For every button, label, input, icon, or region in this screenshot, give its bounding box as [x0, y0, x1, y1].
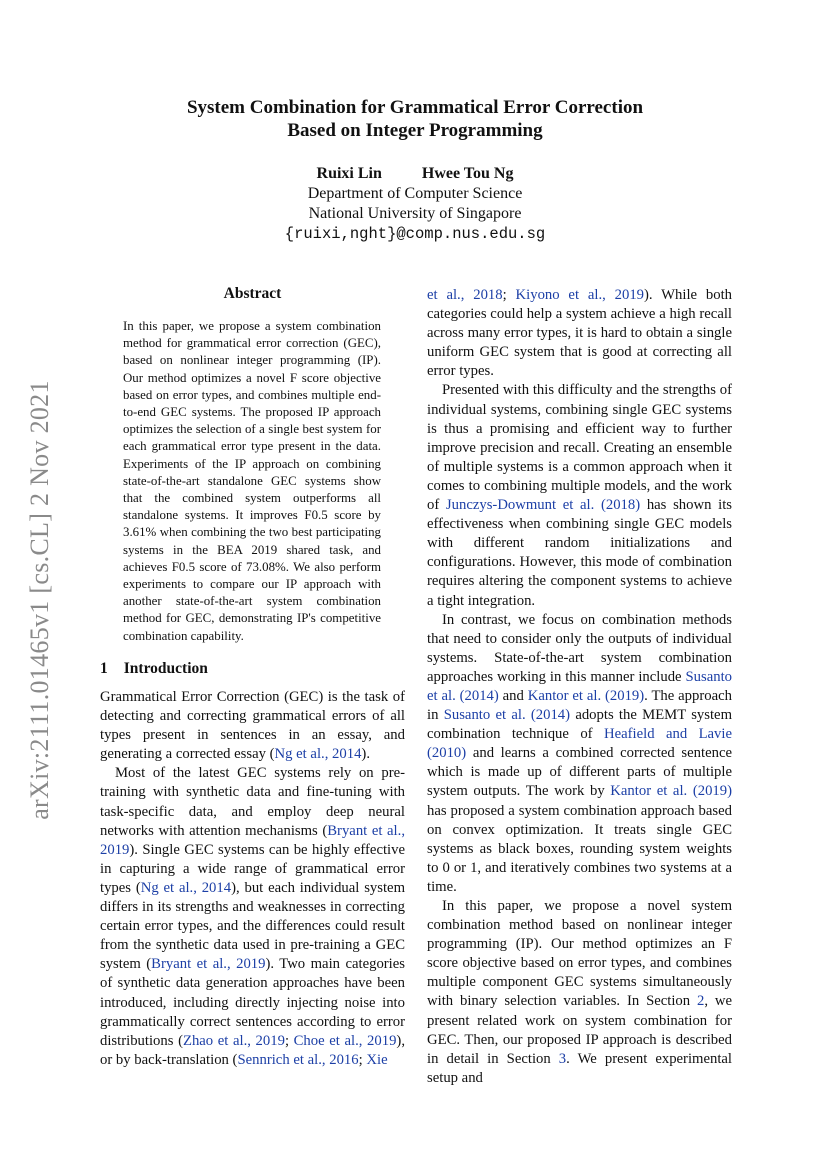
abstract-body [123, 318, 381, 645]
citation-link[interactable]: Heafield and Lavie (2010) [427, 726, 732, 762]
citation-link[interactable]: Bryant et al., 2019 [151, 956, 266, 973]
right-paragraph-4: In this paper, we propose a novel system combination method based on nonlinear integer programming (IP). Our method optimizes an F score objective based on error types, and combines multiple component GEC systems simultaneously with binary selection variables. In Section 2, we present related work on system combination for GEC. Then, our proposed IP approach is described in detail in Section 3. We present experimental setup and [427, 898, 732, 1086]
arxiv-identifier-text: arXiv:2111.01465v1 [cs.CL] 2 Nov 2021 [25, 380, 54, 820]
paper-title-line-2: Based on Integer Programming [287, 120, 543, 141]
citation-link[interactable]: Susanto et al. (2014) [443, 707, 571, 724]
right-paragraph-3: In contrast, we focus on combination methods that need to consider only the outputs of individual systems. State-of-the-art system combination approaches working in this manner include Susanto et al. (2014) and Kantor et al. (2019). The approach in Susanto et al. (2014) adopts the MEMT system combination technique of Heafield and Lavie (2010) and learns a combined corrected sentence which is made up of different parts of multiple system outputs. The work by Kantor et al. (2019) has proposed a system combination approach based on convex optimization. It treats single GEC systems as black boxes, rounding system weights to 0 or 1, and iteratively combines two systems at a time. [427, 611, 732, 895]
intro-paragraph-2: Most of the latest GEC systems rely on pre-training with synthetic data and fine-tuning with task-specific data, and employ deep neural networks with attention mechanisms (Bryant et al., 2019). Single GEC systems can be highly effective in capturing a wide range of grammatical error types (Ng et al., 2014), but each individual system differs in its strengths and weaknesses in correcting certain error types, and the differences could result from the synthetic data used in pre-training a GEC system (Bryant et al., 2019). Two main categories of synthetic data generation approaches have been introduced, including directly injecting noise into grammatically correct sentences according to error distributions (Zhao et al., 2019; Choe et al., 2019), or by back-translation (Sennrich et al., 2016; Xie [100, 765, 405, 1068]
abstract-heading: Abstract [223, 285, 282, 302]
right-paragraph-1: et al., 2018; Kiyono et al., 2019). While both categories could help a system achieve a high recall across many error types, it is hard to obtain a single uniform GEC system that is good at correcting all error types. [427, 287, 733, 380]
citation-link[interactable]: Ng et al., 2014 [274, 746, 362, 763]
arxiv-identifier [20, 365, 60, 835]
section-number: 1 [100, 660, 108, 677]
paper-title [100, 96, 730, 142]
paper-title-line-1: System Combination for Grammatical Error Correction [186, 97, 644, 118]
author-block [100, 164, 730, 244]
right-column [427, 286, 732, 1088]
citation-link[interactable]: Bryant et al., 2019 [100, 822, 405, 858]
citation-link[interactable]: Susanto et al. (2014) [427, 668, 732, 704]
section-ref-link[interactable]: 3 [558, 1050, 567, 1067]
citation-link[interactable]: Xie [366, 1051, 388, 1068]
intro-paragraph-1: Grammatical Error Correction (GEC) is the task of detecting and correcting grammatical errors of all types present in sentences in an essay, and generating a corrected essay (Ng et al., 2014). [100, 689, 405, 763]
citation-link[interactable]: Kantor et al. (2019) [527, 687, 645, 704]
abstract-text: In this paper, we propose a system combination method for grammatical error correction (GEC), based on nonlinear integer programming (IP). Our method optimizes a novel F score objective based on error types, and combines multiple end-to-end GEC systems. The proposed IP approach optimizes the selection of a single best system for each grammatical error type present in the data. Experiments of the IP approach on combining state-of-the-art standalone GEC systems show that the combined system outperforms all standalone systems. It improves F0.5 score by 3.61% when combining the two best participating systems in the BEA 2019 shared task, and achieves F0.5 score of 73.08%. We also perform experiments to compare our IP approach with another state-of-the-art system combination method for GEC, demonstrating IP's competitive combination capability. [123, 319, 381, 643]
citation-link[interactable]: Zhao et al., 2019 [182, 1032, 285, 1049]
author-names [100, 164, 730, 184]
right-paragraph-2: Presented with this difficulty and the strengths of individual systems, combining single GEC systems is thus a promising and efficient way to further improve precision and recall. Creating an ensemble of multiple systems is a common approach when it comes to combining multiple models, and the work of Junczys-Dowmunt et al. (2018) has shown its effectiveness when combining single GEC models with different random initializations and configurations. However, this mode of combination requires altering the component systems to achieve a tight integration. [427, 382, 732, 609]
affiliation-department: Department of Computer Science [307, 185, 523, 202]
citation-link[interactable]: Ng et al., 2014 [140, 879, 232, 896]
citation-link[interactable]: Junczys-Dowmunt et al. (2018) [445, 497, 641, 514]
section-title: Introduction [123, 660, 208, 677]
citation-link[interactable]: Kiyono et al., 2019 [515, 287, 645, 303]
section-ref-link[interactable]: 2 [696, 993, 705, 1010]
citation-link[interactable]: Sennrich et al., 2016 [237, 1051, 359, 1068]
author-2: Hwee Tou Ng [421, 165, 514, 182]
author-email: {ruixi,nght}@comp.nus.edu.sg [284, 225, 546, 243]
citation-link[interactable]: Choe et al., 2019 [293, 1032, 397, 1049]
left-column [100, 688, 405, 1070]
citation-link[interactable]: Kantor et al. (2019) [610, 783, 732, 800]
section-heading-introduction [100, 660, 208, 678]
affiliation-university: National University of Singapore [308, 205, 522, 222]
author-1: Ruixi Lin [316, 165, 382, 182]
citation-link[interactable]: et al., 2018 [427, 287, 503, 303]
